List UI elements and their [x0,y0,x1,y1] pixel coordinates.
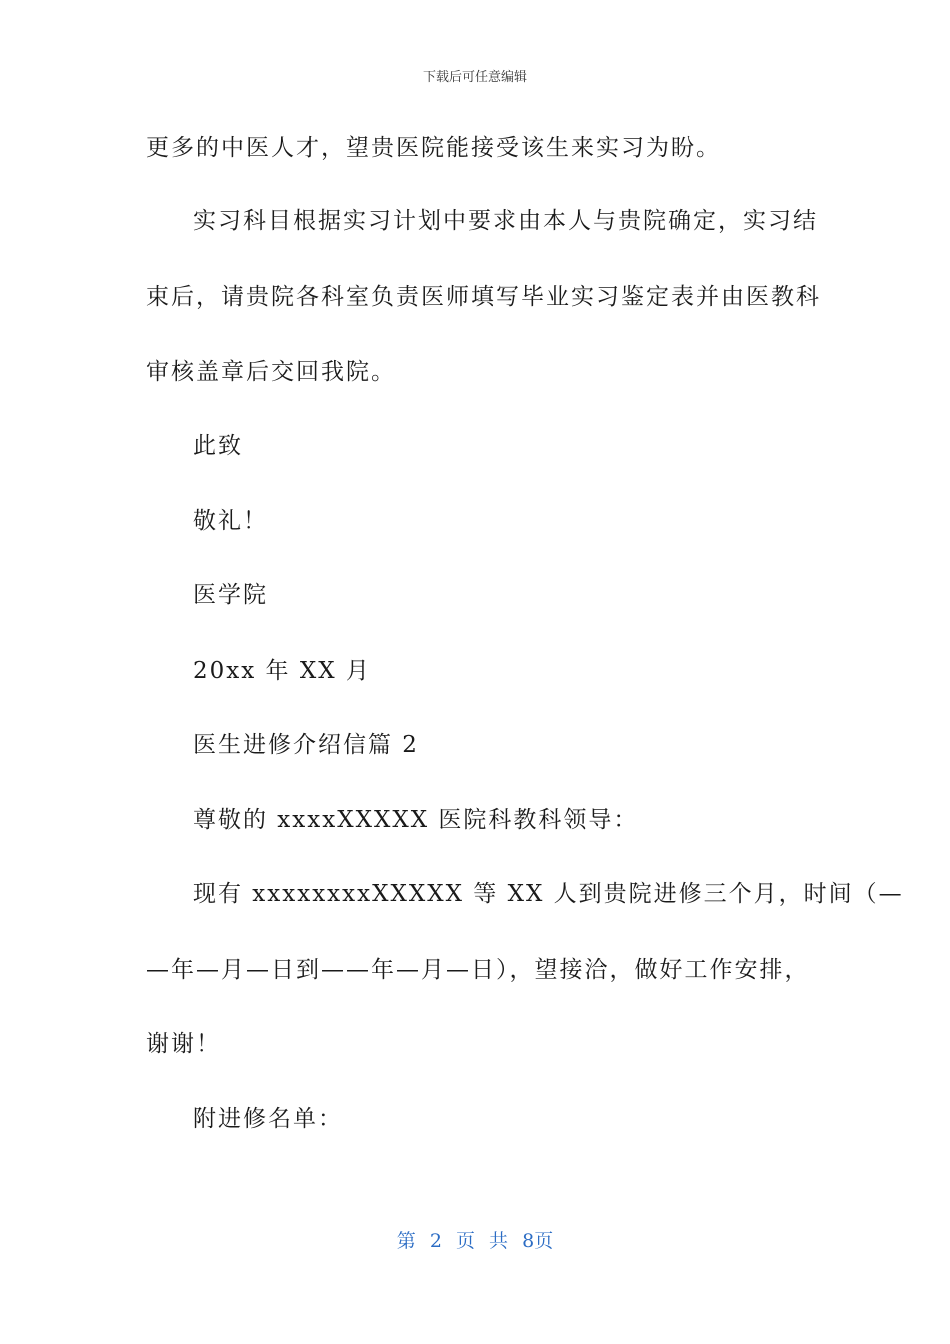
closing-greeting-1: 此致 [193,433,243,459]
body-line-2: 实习科目根据实习计划中要求由本人与贵院确定，实习结 [193,208,818,234]
footer-prefix: 第 [396,1230,416,1252]
signature-date: 20xx 年 XX 月 [193,658,371,684]
body-line-5: 现有 xxxxxxxxXXXXX 等 XX 人到贵院进修三个月，时间（— [193,881,904,907]
signature-org: 医学院 [193,582,268,608]
body-line-6: —年—月—日到——年—月—日），望接洽，做好工作安排， [146,957,810,983]
page-header: 下载后可任意编辑 [422,70,527,85]
footer-current-page: 2 [429,1230,442,1252]
footer-total-prefix: 共 [489,1230,509,1252]
attachment-label: 附进修名单： [193,1106,343,1132]
section-title: 医生进修介绍信篇 2 [193,732,419,758]
footer-total-pages: 8页 [522,1230,554,1252]
body-line-4: 审核盖章后交回我院。 [146,359,396,385]
salutation: 尊敬的 xxxxXXXXX 医院科教科领导： [193,807,639,833]
body-line-1: 更多的中医人才，望贵医院能接受该生来实习为盼。 [146,135,721,161]
footer-page-label: 页 [455,1230,475,1252]
body-line-7: 谢谢！ [146,1031,221,1057]
body-line-3: 束后，请贵院各科室负责医师填写毕业实习鉴定表并由医教科 [146,284,821,310]
page-footer [0,1226,950,1253]
closing-greeting-2: 敬礼！ [193,508,268,534]
